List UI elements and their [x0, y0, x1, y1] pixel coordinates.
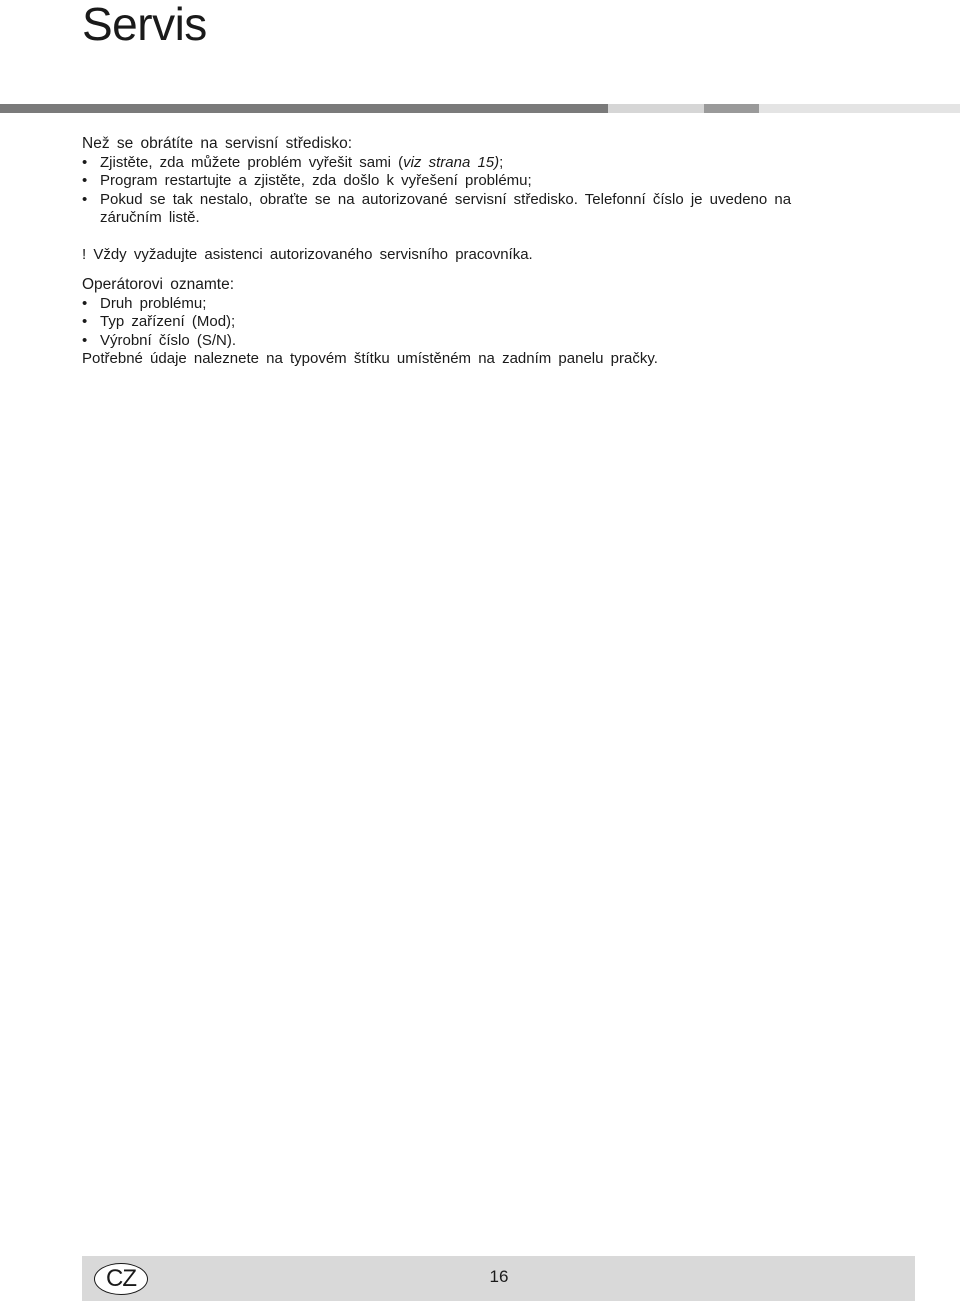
- page-footer: [82, 1256, 915, 1301]
- page-number: 16: [489, 1267, 509, 1286]
- list-item: • Pokud se tak nestalo, obraťte se na autorizované servisní středisko. Telefonní číslo je uvedeno na záručním listě.: [82, 191, 842, 228]
- list-item-text-end: ;: [499, 153, 504, 171]
- warning-note: ! Vždy vyžadujte asistenci autorizovaného servisního pracovníka.: [82, 245, 533, 263]
- operator-note: Potřebné údaje naleznete na typovém štítku umístěném na zadním panelu pračky.: [82, 350, 658, 367]
- operator-section: [82, 276, 842, 369]
- operator-checklist: [82, 295, 842, 351]
- list-item-text: Zjistěte, zda můžete problém vyřešit sami (: [100, 153, 404, 171]
- language-badge: [94, 1263, 148, 1295]
- service-heading: Než se obrátíte na servisní středisko:: [82, 135, 353, 152]
- service-content: [82, 135, 842, 369]
- service-checklist: [82, 154, 842, 228]
- divider-segment-mid: [704, 104, 759, 113]
- language-code: CZ: [106, 1265, 136, 1292]
- list-item: • Druh problému;: [82, 295, 842, 314]
- page-reference: viz strana 15): [403, 153, 500, 171]
- list-item: [82, 154, 842, 173]
- list-item: • Program restartujte a zjistěte, zda došlo k vyřešení problému;: [82, 172, 842, 191]
- operator-heading: Operátorovi oznamte:: [82, 276, 235, 293]
- title-divider: [0, 104, 960, 113]
- divider-segment-light: [608, 104, 704, 113]
- list-item: • Typ zařízení (Mod);: [82, 313, 842, 332]
- page-title: Servis: [82, 0, 207, 50]
- divider-segment-dark: [0, 104, 608, 113]
- divider-segment-lightest: [759, 104, 960, 113]
- list-item: • Výrobní číslo (S/N).: [82, 332, 842, 351]
